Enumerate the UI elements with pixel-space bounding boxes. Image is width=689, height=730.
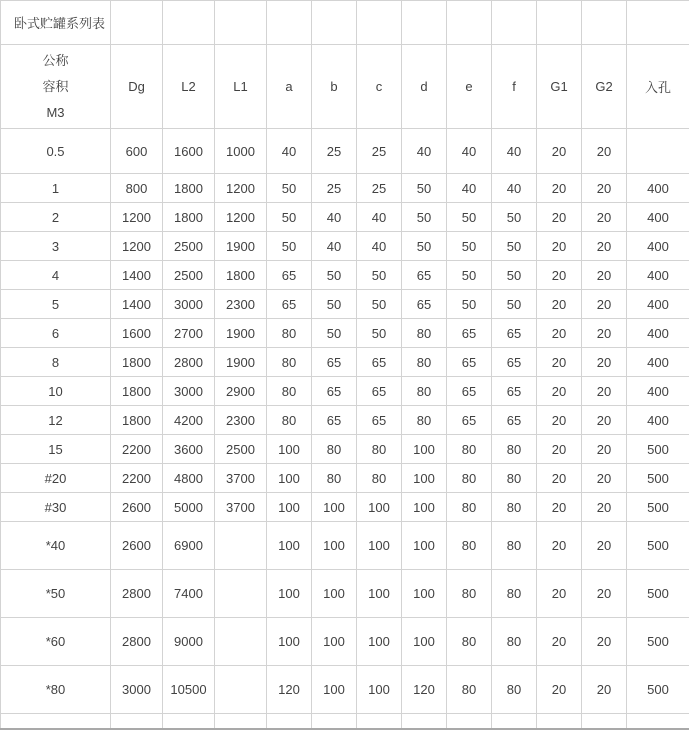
table-cell: 20: [537, 203, 582, 232]
table-cell: 50: [447, 290, 492, 319]
volume-cell: 0.5: [1, 129, 111, 174]
table-cell: 1900: [215, 348, 267, 377]
table-cell: 20: [582, 319, 627, 348]
volume-cell: 4: [1, 261, 111, 290]
table-cell: 40: [447, 129, 492, 174]
table-row: [1, 570, 689, 618]
table-cell: 20: [537, 406, 582, 435]
table-row: [1, 129, 689, 174]
table-cell: 400: [627, 377, 689, 406]
table-cell: 40: [357, 232, 402, 261]
table-cell: 20: [582, 174, 627, 203]
table-cell: 65: [357, 377, 402, 406]
table-cell: 100: [312, 618, 357, 666]
table-cell: 500: [627, 522, 689, 570]
table-cell: 65: [402, 261, 447, 290]
table-cell: 80: [402, 377, 447, 406]
table-cell: 20: [537, 435, 582, 464]
table-cell: 800: [111, 174, 163, 203]
table-cell: 80: [402, 406, 447, 435]
table-cell: 50: [357, 319, 402, 348]
table-cell: 80: [492, 435, 537, 464]
table-cell: 120: [267, 666, 312, 714]
table-row: [1, 522, 689, 570]
table-cell: 1600: [111, 319, 163, 348]
table-cell: 100: [402, 522, 447, 570]
table-cell: 50: [402, 203, 447, 232]
table-cell: 400: [627, 406, 689, 435]
table-cell: 2500: [163, 232, 215, 261]
table-cell: 80: [357, 464, 402, 493]
table-cell: 3000: [163, 290, 215, 319]
table-cell: 400: [627, 290, 689, 319]
table-cell: 20: [537, 618, 582, 666]
table-cell: 80: [267, 348, 312, 377]
table-cell: 80: [267, 377, 312, 406]
table-cell: 100: [312, 570, 357, 618]
table-cell: 1800: [163, 174, 215, 203]
table-cell: 65: [267, 261, 312, 290]
table-cell: 80: [447, 522, 492, 570]
table-cell: 100: [312, 666, 357, 714]
table-cell: 80: [447, 493, 492, 522]
table-cell: 1400: [111, 261, 163, 290]
table-cell: 20: [582, 203, 627, 232]
table-cell: 40: [357, 203, 402, 232]
volume-cell: *50: [1, 570, 111, 618]
table-cell: 2300: [215, 290, 267, 319]
table-cell: 40: [492, 129, 537, 174]
empty-cell: [402, 1, 447, 45]
volume-cell: *40: [1, 522, 111, 570]
table-cell: 50: [447, 261, 492, 290]
column-header-Dg: Dg: [111, 45, 163, 129]
table-cell: 50: [267, 203, 312, 232]
table-cell: 400: [627, 348, 689, 377]
volume-cell: 1: [1, 174, 111, 203]
table-cell: 20: [582, 522, 627, 570]
table-cell: 65: [492, 319, 537, 348]
table-cell: 40: [447, 174, 492, 203]
table-cell: 20: [537, 319, 582, 348]
table-cell: [163, 714, 215, 729]
table-body: [1, 1, 689, 729]
table-cell: 2900: [215, 377, 267, 406]
table-cell: 50: [492, 261, 537, 290]
table-cell: [215, 570, 267, 618]
table-cell: 20: [537, 522, 582, 570]
table-cell: 50: [492, 232, 537, 261]
table-cell: 25: [357, 174, 402, 203]
table-cell: 40: [312, 203, 357, 232]
column-header-入孔: 入孔: [627, 45, 689, 129]
table-cell: 20: [537, 129, 582, 174]
table-cell: 50: [312, 319, 357, 348]
table-cell: 1000: [215, 129, 267, 174]
table-cell: 100: [267, 435, 312, 464]
column-header-e: e: [447, 45, 492, 129]
table-cell: [267, 714, 312, 729]
table-cell: 1800: [215, 261, 267, 290]
table-cell: 500: [627, 464, 689, 493]
volume-cell: 12: [1, 406, 111, 435]
table-cell: 20: [582, 377, 627, 406]
table-cell: 100: [357, 522, 402, 570]
column-header-L2: L2: [163, 45, 215, 129]
table-cell: 40: [492, 174, 537, 203]
table-row: [1, 203, 689, 232]
table-cell: 50: [312, 290, 357, 319]
column-header-G1: G1: [537, 45, 582, 129]
table-cell: 500: [627, 435, 689, 464]
table-cell: 80: [492, 570, 537, 618]
table-cell: 80: [447, 435, 492, 464]
table-cell: 6900: [163, 522, 215, 570]
table-cell: 100: [402, 493, 447, 522]
table-cell: 10500: [163, 666, 215, 714]
table-cell: 25: [312, 174, 357, 203]
table-cell: 1800: [111, 406, 163, 435]
table-cell: 20: [582, 493, 627, 522]
table-cell: 65: [447, 348, 492, 377]
column-header-a: a: [267, 45, 312, 129]
table-cell: 80: [267, 319, 312, 348]
table-cell: 500: [627, 666, 689, 714]
table-row: [1, 174, 689, 203]
table-cell: 4800: [163, 464, 215, 493]
table-cell: 2800: [111, 618, 163, 666]
table-cell: 20: [537, 464, 582, 493]
table-cell: [215, 666, 267, 714]
table-cell: 50: [492, 290, 537, 319]
table-cell: 1600: [163, 129, 215, 174]
table-cell: 20: [582, 261, 627, 290]
table-cell: 65: [312, 348, 357, 377]
table-cell: 100: [357, 666, 402, 714]
table-cell: 3000: [111, 666, 163, 714]
table-cell: 65: [402, 290, 447, 319]
table-row: [1, 493, 689, 522]
table-cell: 400: [627, 174, 689, 203]
table-cell: 7400: [163, 570, 215, 618]
column-header-c: c: [357, 45, 402, 129]
table-cell: 5000: [163, 493, 215, 522]
table-cell: [492, 714, 537, 729]
empty-cell: [447, 1, 492, 45]
table-cell: 100: [312, 493, 357, 522]
table-cell: 2300: [215, 406, 267, 435]
table-cell: 100: [357, 493, 402, 522]
table-row: [1, 232, 689, 261]
table-cell: [215, 714, 267, 729]
table-cell: 80: [492, 493, 537, 522]
table-cell: [627, 714, 689, 729]
table-row: [1, 714, 689, 729]
table-cell: 1800: [163, 203, 215, 232]
table-cell: 80: [492, 666, 537, 714]
table-cell: 80: [492, 464, 537, 493]
table-cell: 40: [402, 129, 447, 174]
table-cell: 50: [492, 203, 537, 232]
table-cell: 80: [447, 464, 492, 493]
table-cell: 80: [357, 435, 402, 464]
table-cell: 1800: [111, 348, 163, 377]
table-cell: 500: [627, 493, 689, 522]
volume-cell: 2: [1, 203, 111, 232]
table-cell: 100: [402, 464, 447, 493]
volume-cell: 8: [1, 348, 111, 377]
table-cell: 25: [357, 129, 402, 174]
table-cell: 50: [267, 174, 312, 203]
table-row: [1, 377, 689, 406]
table-title: 卧式贮罐系列表: [1, 1, 111, 45]
table-cell: 500: [627, 570, 689, 618]
table-cell: 2600: [111, 493, 163, 522]
table-cell: 20: [537, 493, 582, 522]
table-row: [1, 319, 689, 348]
table-cell: 100: [267, 618, 312, 666]
empty-cell: [582, 1, 627, 45]
table-row: [1, 261, 689, 290]
table-cell: 65: [267, 290, 312, 319]
table-cell: 100: [402, 435, 447, 464]
column-header-G2: G2: [582, 45, 627, 129]
volume-cell: [1, 714, 111, 729]
table-cell: 80: [447, 618, 492, 666]
table-cell: 100: [312, 522, 357, 570]
table-cell: 65: [447, 319, 492, 348]
table-cell: 25: [312, 129, 357, 174]
table-cell: 2700: [163, 319, 215, 348]
table-cell: 20: [537, 261, 582, 290]
table-cell: 20: [537, 570, 582, 618]
table-cell: [357, 714, 402, 729]
table-cell: 65: [447, 377, 492, 406]
table-cell: 20: [582, 666, 627, 714]
table-cell: 65: [447, 406, 492, 435]
volume-cell: 5: [1, 290, 111, 319]
table-cell: 80: [492, 522, 537, 570]
table-cell: 50: [447, 232, 492, 261]
table-cell: [215, 618, 267, 666]
table-row: [1, 435, 689, 464]
volume-cell: *80: [1, 666, 111, 714]
table-cell: 4200: [163, 406, 215, 435]
volume-cell: #20: [1, 464, 111, 493]
table-cell: 20: [582, 618, 627, 666]
table-cell: 100: [267, 570, 312, 618]
table-cell: 80: [447, 666, 492, 714]
table-cell: 50: [447, 203, 492, 232]
table-cell: 20: [537, 377, 582, 406]
table-cell: 1200: [111, 203, 163, 232]
table-cell: 400: [627, 261, 689, 290]
table-cell: 65: [312, 406, 357, 435]
volume-cell: 3: [1, 232, 111, 261]
table-cell: 20: [582, 435, 627, 464]
table-cell: 2500: [215, 435, 267, 464]
volume-cell: 15: [1, 435, 111, 464]
empty-cell: [492, 1, 537, 45]
table-cell: 100: [267, 522, 312, 570]
table-cell: 1900: [215, 319, 267, 348]
table-cell: 1400: [111, 290, 163, 319]
volume-cell: 6: [1, 319, 111, 348]
table-cell: 600: [111, 129, 163, 174]
table-cell: 20: [582, 348, 627, 377]
table-cell: 400: [627, 203, 689, 232]
table-cell: 3700: [215, 493, 267, 522]
table-cell: 65: [492, 406, 537, 435]
table-cell: 2200: [111, 464, 163, 493]
table-cell: [111, 714, 163, 729]
table-cell: [447, 714, 492, 729]
table-cell: 40: [267, 129, 312, 174]
header-volume-line-1: 公称: [42, 52, 69, 68]
table-cell: 1200: [215, 203, 267, 232]
table-cell: 2200: [111, 435, 163, 464]
table-cell: 2600: [111, 522, 163, 570]
table-cell: 65: [357, 406, 402, 435]
table-cell: 1800: [111, 377, 163, 406]
table-cell: 100: [267, 493, 312, 522]
table-cell: 80: [312, 435, 357, 464]
table-cell: 40: [312, 232, 357, 261]
table-cell: 100: [402, 618, 447, 666]
table-cell: 20: [582, 406, 627, 435]
column-header-volume: [1, 45, 111, 129]
table-title-row: [1, 1, 689, 45]
table-row: [1, 464, 689, 493]
table-cell: 80: [447, 570, 492, 618]
table-cell: 20: [537, 232, 582, 261]
table-cell: 400: [627, 232, 689, 261]
table-cell: 50: [357, 290, 402, 319]
table-cell: 100: [267, 464, 312, 493]
table-cell: 1200: [111, 232, 163, 261]
table-cell: 65: [492, 377, 537, 406]
table-row: [1, 348, 689, 377]
table-cell: 20: [582, 570, 627, 618]
empty-cell: [357, 1, 402, 45]
column-header-d: d: [402, 45, 447, 129]
table-cell: 500: [627, 618, 689, 666]
volume-cell: 10: [1, 377, 111, 406]
table-cell: 80: [402, 348, 447, 377]
table-cell: 3700: [215, 464, 267, 493]
table-cell: [312, 714, 357, 729]
table-cell: 50: [402, 174, 447, 203]
table-cell: 100: [357, 618, 402, 666]
table-cell: 20: [582, 290, 627, 319]
column-header-b: b: [312, 45, 357, 129]
table-cell: 50: [267, 232, 312, 261]
table-cell: 80: [267, 406, 312, 435]
table-cell: [627, 129, 689, 174]
table-cell: 20: [582, 129, 627, 174]
table-cell: [537, 714, 582, 729]
table-cell: 50: [312, 261, 357, 290]
table-cell: 2500: [163, 261, 215, 290]
table-cell: [582, 714, 627, 729]
table-row: [1, 618, 689, 666]
table-cell: 400: [627, 319, 689, 348]
table-cell: 20: [537, 666, 582, 714]
volume-cell: #30: [1, 493, 111, 522]
table-row: [1, 290, 689, 319]
table-cell: [402, 714, 447, 729]
empty-cell: [627, 1, 689, 45]
header-volume-line-3: M3: [46, 104, 65, 120]
table-cell: 100: [402, 570, 447, 618]
table-cell: 80: [492, 618, 537, 666]
table-cell: 65: [312, 377, 357, 406]
table-cell: 65: [492, 348, 537, 377]
table-cell: 65: [357, 348, 402, 377]
table-cell: 3000: [163, 377, 215, 406]
empty-cell: [111, 1, 163, 45]
table-cell: 20: [582, 464, 627, 493]
table-cell: 1900: [215, 232, 267, 261]
table-cell: 9000: [163, 618, 215, 666]
empty-cell: [215, 1, 267, 45]
empty-cell: [163, 1, 215, 45]
table-cell: 20: [537, 174, 582, 203]
table-cell: 20: [537, 290, 582, 319]
table-cell: 20: [582, 232, 627, 261]
table-cell: 2800: [111, 570, 163, 618]
table-cell: [215, 522, 267, 570]
header-volume-line-2: 容积: [42, 78, 69, 94]
table-cell: 50: [402, 232, 447, 261]
table-cell: 80: [312, 464, 357, 493]
table-cell: 1200: [215, 174, 267, 203]
table-cell: 80: [402, 319, 447, 348]
empty-cell: [537, 1, 582, 45]
column-header-f: f: [492, 45, 537, 129]
table-row: [1, 666, 689, 714]
empty-cell: [267, 1, 312, 45]
volume-cell: *60: [1, 618, 111, 666]
table-cell: 2800: [163, 348, 215, 377]
empty-cell: [312, 1, 357, 45]
table-row: [1, 406, 689, 435]
table-cell: 120: [402, 666, 447, 714]
table-header-row: [1, 45, 689, 129]
table-cell: 3600: [163, 435, 215, 464]
table-cell: 100: [357, 570, 402, 618]
table-cell: 50: [357, 261, 402, 290]
table-cell: 20: [537, 348, 582, 377]
column-header-L1: L1: [215, 45, 267, 129]
